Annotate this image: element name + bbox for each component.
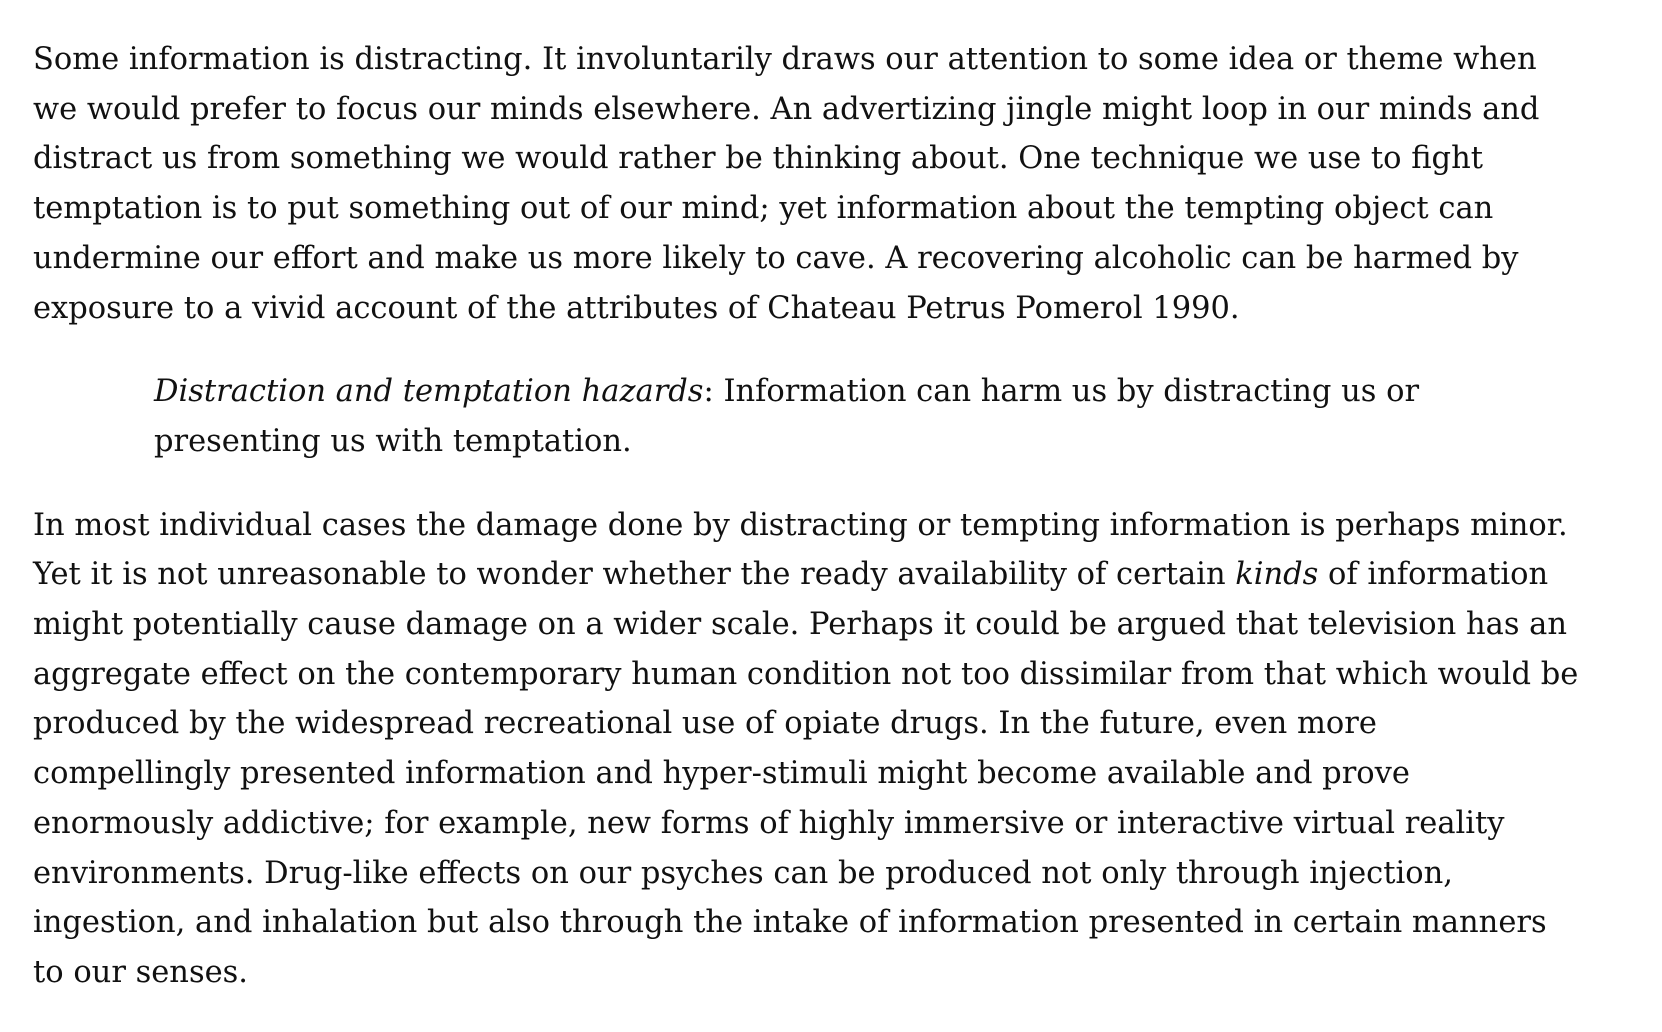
definition-line: presenting us with temptation. xyxy=(154,423,632,459)
text-line: enormously addictive; for example, new forms of highly immersive or interactive virtual reality xyxy=(33,805,1505,841)
text-line: exposure to a vivid account of the attributes of Chateau Petrus Pomerol 1990. xyxy=(33,290,1240,326)
paragraph-wider-scale xyxy=(33,501,1645,998)
text-line xyxy=(33,550,1645,600)
definition-text: : Information can harm us by distracting us or xyxy=(703,374,1420,410)
definition-term: Distraction and temptation hazards xyxy=(154,374,704,410)
text-line: undermine our effort and make us more likely to cave. A recovering alcoholic can be harmed by xyxy=(33,240,1519,276)
text-line: to our senses. xyxy=(33,954,248,990)
text-line: Some information is distracting. It involuntarily draws our attention to some idea or theme when xyxy=(33,42,1537,77)
text-line: compellingly presented information and hyper-stimuli might become available and prove xyxy=(33,756,1410,792)
paragraph-spacer xyxy=(33,333,1645,367)
text-line: distract us from something we would rather be thinking about. One technique we use to fight xyxy=(33,141,1483,177)
paragraph-distraction-intro xyxy=(33,35,1645,333)
definition-block xyxy=(33,367,1645,466)
text-line: In most individual cases the damage done by distracting or tempting information is perhaps minor. xyxy=(33,507,1568,543)
text-line: might potentially cause damage on a wider scale. Perhaps it could be argued that television has an xyxy=(33,607,1568,643)
paragraph-spacer xyxy=(33,467,1645,501)
text-line: aggregate effect on the contemporary human condition not too dissimilar from that which would be xyxy=(33,656,1579,692)
text-line: ingestion, and inhalation but also through the intake of information presented in certain manners xyxy=(33,905,1547,941)
text-line: temptation is to put something out of our mind; yet information about the tempting object can xyxy=(33,191,1494,227)
text-segment: Yet it is not unreasonable to wonder whether the ready availability of certain xyxy=(33,557,1236,593)
text-segment: of information xyxy=(1318,557,1549,593)
text-line: produced by the widespread recreational use of opiate drugs. In the future, even more xyxy=(33,706,1377,742)
text-line: environments. Drug-like effects on our psyches can be produced not only through injection, xyxy=(33,855,1453,891)
emphasis-text: kinds xyxy=(1235,557,1319,593)
text-line: we would prefer to focus our minds elsewhere. An advertizing jingle might loop in our minds and xyxy=(33,91,1540,127)
definition-line xyxy=(154,367,1645,417)
document-page xyxy=(33,35,1645,998)
